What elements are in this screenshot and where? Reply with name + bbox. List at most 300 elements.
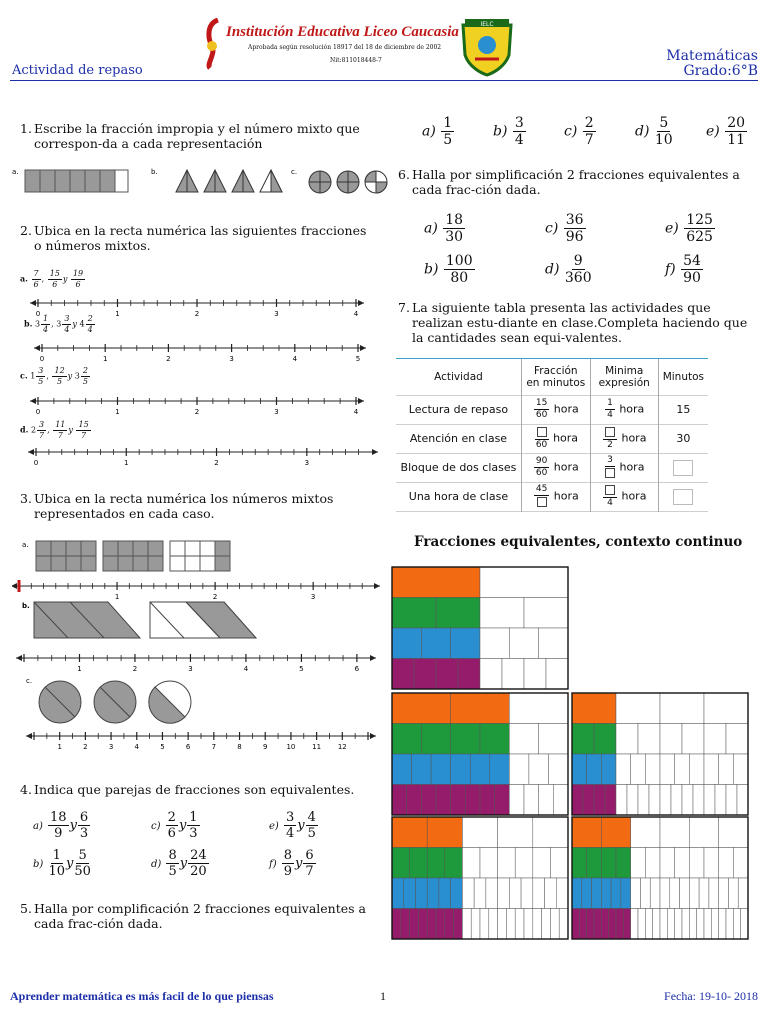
fraction-cell — [515, 909, 524, 940]
fraction-cell — [741, 909, 748, 940]
col-minutos: Minutos — [658, 359, 708, 395]
fraction-cell — [480, 785, 495, 816]
fraction-cell — [521, 878, 533, 909]
fraction-cell — [587, 754, 602, 785]
q3-label-a: a. — [22, 541, 29, 549]
fraction-cell — [726, 724, 748, 755]
table-row: Lectura de repaso $\frac{15}{60}$ hora $\frac{1}{4}$ hora 15 — [396, 395, 708, 424]
fraction-cell — [601, 817, 630, 848]
activity-table — [396, 358, 708, 512]
fraction-cell — [445, 848, 463, 879]
fraction-cell — [539, 724, 568, 755]
fraction-cell — [451, 724, 480, 755]
q1-figures — [10, 165, 390, 197]
fraction-cell — [675, 909, 682, 940]
fraction-cell — [704, 848, 719, 879]
fraction-cell — [689, 754, 704, 785]
blank-box[interactable] — [673, 489, 693, 505]
q3b-shapes — [34, 602, 256, 638]
q3a-blocks — [36, 541, 230, 571]
fraction-cell — [436, 659, 458, 690]
fraction-cell — [601, 848, 616, 879]
fraction-cell — [553, 785, 568, 816]
fraction-cell — [675, 754, 690, 785]
fraction-cell — [572, 693, 616, 724]
fraction-cell — [616, 693, 660, 724]
fraction-cell — [728, 878, 738, 909]
fraction-cell — [689, 848, 704, 879]
fraction-cell — [451, 785, 466, 816]
fraction-cell — [392, 754, 412, 785]
q1-circles-c — [309, 171, 387, 193]
fraction-cell — [719, 878, 729, 909]
number-line-q2b — [14, 340, 374, 364]
fraction-cell — [631, 817, 660, 848]
fraction-cell — [631, 848, 646, 879]
fraction-cell — [682, 724, 704, 755]
fraction-cell — [427, 878, 439, 909]
fraction-cell — [579, 909, 586, 940]
header-rule — [10, 80, 758, 81]
fraction-cell — [509, 628, 538, 659]
fraction-cell — [480, 659, 502, 690]
fraction-cell — [439, 878, 451, 909]
panel-quarters — [572, 693, 748, 815]
fraction-cell — [616, 724, 638, 755]
fraction-cell — [412, 754, 432, 785]
question-2: 2. Ubica en la recta numérica las siguientes fracciones o números mixtos. — [20, 223, 367, 253]
fraction-cell — [414, 659, 436, 690]
fraction-cell — [415, 878, 427, 909]
q6-item-a: a) $\frac{18}{30}$ — [424, 211, 464, 245]
q6-item-b: b) $\frac{100}{80}$ — [424, 252, 473, 286]
panel-thirds — [392, 693, 568, 815]
fraction-cell — [392, 724, 421, 755]
fraction-cell — [421, 724, 450, 755]
fraction-cell — [645, 909, 652, 940]
q2b-fractions: b. 3 $\frac{1}{4}$ , 3 $\frac{3}{4}$ y 4 $\frac{2}{4}$ — [24, 314, 93, 334]
fraction-cell — [410, 909, 419, 940]
tick-label: 3 — [188, 665, 193, 673]
tick-label: 6 — [354, 665, 360, 673]
fraction-cell — [631, 909, 638, 940]
fraction-cell — [671, 785, 682, 816]
fraction-cell — [616, 848, 631, 879]
fraction-cell — [550, 909, 559, 940]
fraction-cell — [709, 878, 719, 909]
fraction-cell — [601, 754, 616, 785]
tick-label: 0 — [33, 459, 39, 467]
fraction-cell — [660, 785, 671, 816]
tick-label: 8 — [237, 743, 242, 751]
table-row: Una hora de clase 45 hora 4 hora — [396, 482, 708, 511]
fraction-cell — [421, 785, 436, 816]
fraction-cell — [445, 909, 454, 940]
fraction-cell — [451, 754, 471, 785]
fraction-cell — [653, 909, 660, 940]
q2a-fractions: a. $\frac{7}{6}$ , $\frac{15}{6}$ y $\frac{19}{6}$ — [20, 269, 84, 289]
q1-label-b: b. — [151, 168, 158, 176]
fraction-cell — [480, 567, 568, 598]
question-5: 5. Halla por complificación 2 fracciones equivalentes a cada frac-ción dada. — [20, 901, 366, 931]
tick-label: 7 — [211, 743, 217, 751]
activity-label: Actividad de repaso — [12, 63, 143, 78]
fraction-cell — [427, 848, 445, 879]
fraction-cell — [645, 754, 660, 785]
arrow-right — [372, 449, 378, 455]
q5-item-a: a) $\frac{1}{5}$ — [422, 115, 453, 148]
number-line-q3b — [12, 650, 382, 674]
fraction-cell — [533, 817, 568, 848]
q5-item-b: b) $\frac{3}{4}$ — [493, 115, 524, 148]
fraction-cell — [645, 848, 660, 879]
school-shield-logo — [455, 15, 519, 79]
question-4: 4. Indica que parejas de fracciones son equivalentes. — [20, 782, 355, 797]
fraction-cell — [392, 693, 451, 724]
fraction-cell — [719, 754, 734, 785]
fraction-cell — [611, 878, 621, 909]
fraction-cell — [699, 878, 709, 909]
blank-box[interactable] — [605, 427, 615, 437]
tick-label: 2 — [166, 355, 171, 363]
tick-label: 11 — [312, 743, 322, 751]
fraction-cell — [556, 878, 568, 909]
fraction-cell — [631, 878, 641, 909]
q2c-fractions: c. 1 $\frac{3}{5}$ , $\frac{12}{5}$ y 3 $\frac{2}{5}$ — [20, 366, 88, 386]
q4-pair-a: a) $\frac{18}{9}$ y $\frac{6}{3}$ — [33, 809, 89, 841]
fraction-cell — [711, 909, 718, 940]
fraction-cell — [550, 848, 568, 879]
fraction-cell — [462, 848, 480, 879]
tick-label: 10 — [286, 743, 296, 751]
resolution-text: Aprobada según resolución 18917 del 18 de diciembre de 2002 — [248, 44, 442, 51]
q4-pair-f: f) $\frac{8}{9}$ y $\frac{6}{7}$ — [269, 847, 314, 879]
tick-label: 9 — [262, 743, 268, 751]
fraction-cell — [693, 785, 704, 816]
tick-label: 4 — [134, 743, 140, 751]
grade-label: Grado:6°B — [683, 63, 758, 79]
fraction-cell — [660, 848, 675, 879]
col-fraccion: Fracción en minutos — [521, 359, 590, 395]
fraction-cell — [436, 785, 451, 816]
fraction-cell — [480, 724, 509, 755]
fraction-cell — [436, 909, 445, 940]
fraction-cell — [638, 909, 645, 940]
fraction-cell — [650, 878, 660, 909]
institution-name: Institución Educativa Liceo Caucasia — [226, 24, 459, 40]
fraction-cell — [738, 878, 748, 909]
fraction-cell — [480, 909, 489, 940]
fraction-cell — [697, 909, 704, 940]
fraction-cell — [498, 817, 533, 848]
fraction-cell — [660, 909, 667, 940]
tick-label: 1 — [115, 310, 120, 318]
page-number: 1 — [380, 989, 386, 1003]
blank-box[interactable] — [673, 460, 693, 476]
fraction-cell — [660, 817, 689, 848]
tick-label: 0 — [39, 355, 45, 363]
fraction-cell — [733, 848, 748, 879]
fraction-cell — [471, 909, 480, 940]
fraction-cell — [638, 785, 649, 816]
fraction-cell — [462, 909, 471, 940]
q4-pairs — [33, 806, 383, 882]
col-actividad: Actividad — [434, 370, 483, 383]
arrow-right — [370, 733, 376, 739]
q5-items — [422, 116, 752, 147]
arrow-left — [26, 733, 32, 739]
blank-box[interactable] — [605, 468, 615, 478]
tick-label: 4 — [243, 665, 249, 673]
fraction-cell — [616, 909, 623, 940]
fraction-cell — [737, 785, 748, 816]
fraction-cell — [594, 724, 616, 755]
fraction-cell — [421, 628, 450, 659]
fraction-cell — [623, 909, 630, 940]
fraction-cell — [474, 878, 486, 909]
arrow-right — [360, 345, 366, 351]
tick-label: 3 — [274, 310, 279, 318]
q5-item-c: c) $\frac{2}{7}$ — [564, 115, 594, 148]
fraction-cell — [480, 628, 509, 659]
fraction-cell — [509, 785, 524, 816]
fraction-cell — [548, 754, 568, 785]
question-7: 7. La siguiente tabla presenta las actividades que realizan estu-diante en clase.Completa haciendo que la cantidades sean equi-valentes. — [398, 300, 748, 345]
q5-item-d: d) $\frac{5}{10}$ — [635, 115, 673, 148]
panel-halves — [392, 567, 568, 689]
fraction-cell — [533, 878, 545, 909]
fraction-cell — [572, 878, 582, 909]
q3c-circles — [20, 676, 220, 730]
fraction-cell — [392, 848, 410, 879]
fraction-cell — [462, 817, 497, 848]
fraction-cell — [572, 785, 583, 816]
question-1: 1. Escribe la fracción impropia y el número mixto que correspon-da a cada representación — [20, 121, 360, 151]
fraction-cell — [587, 909, 594, 940]
nit-text: Nit:811018448-7 — [330, 57, 382, 64]
fraction-cell — [542, 909, 551, 940]
fraction-cell — [515, 848, 533, 879]
q6-item-e: e) $\frac{125}{625}$ — [665, 211, 713, 245]
tick-label: 2 — [194, 408, 200, 416]
fraction-cell — [539, 785, 554, 816]
fraction-cell — [418, 909, 427, 940]
fraction-cell — [689, 909, 696, 940]
q1-triangles-b — [176, 170, 282, 192]
fraction-cell — [465, 785, 480, 816]
q1-label-c: c. — [291, 168, 298, 176]
fraction-cell — [392, 878, 404, 909]
fraction-cell — [572, 848, 587, 879]
tick-label: 1 — [114, 593, 120, 601]
fraction-cell — [660, 754, 675, 785]
fraction-cell — [638, 724, 660, 755]
tick-label: 1 — [57, 743, 62, 751]
fraction-cell — [660, 878, 670, 909]
blank-box[interactable] — [537, 427, 547, 437]
institution-logo — [200, 18, 226, 70]
q4-pair-b: b) $\frac{1}{10}$ y $\frac{5}{50}$ — [33, 847, 91, 879]
tick-label: 3 — [274, 408, 279, 416]
number-line-q2c — [14, 393, 374, 417]
q4-pair-e: e) $\frac{3}{4}$ y $\frac{4}{5}$ — [269, 809, 316, 841]
fraction-cell — [601, 878, 611, 909]
fraction-cell — [609, 909, 616, 940]
fraction-cell — [704, 693, 748, 724]
tick-label: 5 — [355, 355, 361, 363]
equiv-title: Fracciones equivalentes, contexto continuo — [414, 534, 743, 550]
fraction-cell — [458, 659, 480, 690]
fraction-cell — [392, 909, 401, 940]
fraction-cell — [616, 754, 631, 785]
fraction-cell — [427, 817, 462, 848]
fraction-cell — [498, 878, 510, 909]
table-row: Atención en clase 60 hora 2 hora 30 — [396, 424, 708, 453]
arrow-left — [30, 398, 36, 404]
q1-bar-a — [25, 170, 128, 192]
fraction-cell — [436, 598, 480, 629]
tick-label: 2 — [214, 459, 219, 467]
fraction-cell — [594, 909, 601, 940]
fraction-cell — [392, 598, 436, 629]
fraction-cell — [667, 909, 674, 940]
fraction-cell — [490, 754, 510, 785]
arrow-right — [358, 300, 364, 306]
tick-label: 6 — [185, 743, 191, 751]
fraction-cell — [682, 785, 693, 816]
fraction-cell — [733, 754, 748, 785]
q6-item-c: c) $\frac{36}{96}$ — [545, 211, 584, 245]
arrow-left — [34, 345, 40, 351]
fraction-cell — [680, 878, 690, 909]
fraction-cell — [704, 909, 711, 940]
fraction-cell — [572, 817, 601, 848]
fraction-cell — [533, 848, 551, 879]
q3-label-b: b. — [22, 602, 30, 610]
tick-label: 3 — [304, 459, 310, 467]
footer-date: Fecha: 19-10- 2018 — [664, 989, 758, 1003]
fraction-cell — [592, 878, 602, 909]
fraction-cell — [529, 754, 549, 785]
table-row: Bloque de dos clases $\frac{90}{60}$ hora 3 hora — [396, 453, 708, 482]
blank-box[interactable] — [605, 485, 615, 495]
fraction-cell — [682, 909, 689, 940]
tick-label: 2 — [194, 310, 200, 318]
fraction-cell — [480, 848, 498, 879]
fraction-cell — [427, 909, 436, 940]
arrow-right — [358, 398, 364, 404]
blank-box[interactable] — [537, 497, 547, 507]
q6-item-d: d) $\frac{9}{360}$ — [545, 252, 592, 286]
fraction-cell — [545, 878, 557, 909]
fraction-cell — [689, 817, 718, 848]
fraction-cell — [546, 659, 568, 690]
tick-label: 0 — [35, 408, 41, 416]
fraction-cell — [715, 785, 726, 816]
fraction-cell — [660, 724, 682, 755]
fraction-cell — [470, 754, 490, 785]
fraction-cell — [587, 848, 602, 879]
tick-label: 4 — [353, 310, 359, 318]
fraction-cell — [524, 785, 539, 816]
fraction-cell — [410, 848, 428, 879]
fraction-cell — [594, 785, 605, 816]
fraction-cell — [454, 909, 463, 940]
q5-item-e: e) $\frac{20}{11}$ — [706, 115, 746, 148]
fraction-cell — [559, 909, 568, 940]
tick-label: 5 — [160, 743, 165, 751]
fraction-cell — [726, 909, 733, 940]
fraction-cell — [733, 909, 740, 940]
arrow-left — [28, 449, 34, 455]
q2d-fractions: d. 2 $\frac{3}{7}$ , $\frac{11}{7}$ y $\frac{15}{7}$ — [20, 420, 89, 440]
tick-label: 1 — [115, 408, 120, 416]
fraction-cell — [704, 724, 726, 755]
fraction-cell — [704, 754, 719, 785]
q4-pair-c: c) $\frac{2}{6}$ y $\frac{1}{3}$ — [151, 809, 198, 841]
arrow-left — [12, 583, 17, 589]
tick-label: 0 — [35, 310, 41, 318]
fraction-cell — [489, 909, 498, 940]
fraction-cell — [689, 878, 699, 909]
fraction-cell — [524, 598, 568, 629]
col-minima: Minima expresión — [590, 359, 658, 395]
fraction-cell — [631, 754, 646, 785]
q6-items — [424, 207, 754, 289]
tick-label: 12 — [337, 743, 347, 751]
fraction-cell — [498, 848, 516, 879]
fraction-cell — [506, 909, 515, 940]
fraction-cell — [498, 909, 507, 940]
fraction-cell — [539, 628, 568, 659]
question-6: 6. Halla por simplificación 2 fracciones equivalentes a cada frac-ción dada. — [398, 167, 740, 197]
fraction-cell — [451, 628, 480, 659]
q3a-bars — [10, 535, 250, 579]
tick-label: 3 — [310, 593, 316, 601]
number-line-q2d — [14, 444, 384, 468]
fraction-cell — [524, 909, 533, 940]
fraction-cell — [451, 878, 463, 909]
fraction-cell — [660, 693, 704, 724]
fraction-cell — [509, 878, 521, 909]
tick-label: 1 — [77, 665, 82, 673]
tick-label: 4 — [292, 355, 298, 363]
arrow-right — [374, 583, 380, 589]
fraction-cell — [583, 785, 594, 816]
number-line-q3c — [12, 728, 382, 752]
logo-letters: IELC — [480, 21, 494, 28]
question-3: 3. Ubica en la recta numérica los números mixtos representados en cada caso. — [20, 491, 334, 521]
fraction-cell — [572, 754, 587, 785]
fraction-cell — [392, 628, 421, 659]
tick-label: 2 — [212, 593, 218, 601]
fraction-cell — [719, 848, 734, 879]
fraction-cell — [605, 785, 616, 816]
tick-label: 3 — [229, 355, 234, 363]
fraction-cell — [502, 659, 524, 690]
fraction-cell — [407, 785, 422, 816]
fraction-cell — [392, 659, 414, 690]
tick-label: 5 — [299, 665, 304, 673]
fraction-cell — [675, 848, 690, 879]
tick-label: 2 — [83, 743, 88, 751]
panel-fifths — [392, 817, 568, 939]
fraction-cell — [640, 878, 650, 909]
fraction-cell — [524, 659, 546, 690]
fraction-cell — [572, 724, 594, 755]
q4-pair-d: d) $\frac{8}{5}$ y $\frac{24}{20}$ — [151, 847, 207, 879]
fraction-cell — [670, 878, 680, 909]
